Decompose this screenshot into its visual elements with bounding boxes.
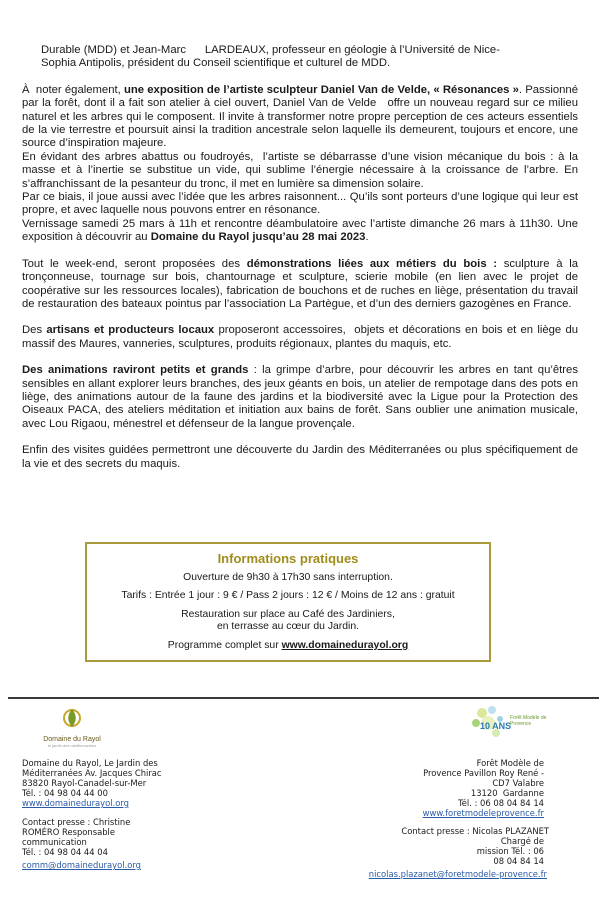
info-box [85, 542, 491, 662]
press-phone: Tél. : 04 98 04 44 04 [22, 847, 108, 857]
info-title: Informations pratiques [217, 551, 359, 566]
address-line: Forêt Modèle de [476, 758, 544, 768]
logo-tagline: le jardin des méditerranées [47, 743, 97, 748]
paragraph-demonstrations [22, 258, 578, 312]
press-contact: communication [22, 837, 87, 847]
phone: Tél. : 04 98 04 44 00 [22, 788, 108, 798]
text: proposeront accessoires, objets et décorations en bois et en liège du massif des Maures, vanneries, sculptures, produits régionaux, plantes du maquis, etc. [22, 324, 579, 350]
text: Programme complet sur [167, 639, 282, 651]
text: Tout le week-end, seront proposées des [22, 257, 247, 270]
leaf-icon [59, 705, 85, 731]
text: À noter également, [22, 83, 124, 96]
text-bold: Domaine du Rayol jusqu’au 28 mai 2023 [150, 231, 366, 244]
press-phone: 08 04 84 14 [493, 856, 544, 866]
address-line: CD7 Valabre [492, 778, 544, 788]
press-contact: Contact presse : Christine [22, 817, 131, 827]
logo-text: Forêt Modèle de Provence [510, 715, 547, 727]
press-contact: Chargé de [500, 836, 544, 846]
domaine-du-rayol-logo [24, 705, 120, 748]
text: Restauration sur place au Café des Jardiniers, [181, 608, 395, 620]
paragraph-artist-logic: Par ce biais, il joue aussi avec l’idée que les arbres raisonnent... Qu’ils sont porteurs d’une logique qui leur est propre, et avec laquelle nous pouvons entrer en résonance. [22, 191, 578, 217]
paragraph-speakers [22, 44, 578, 71]
document-body [22, 0, 578, 5]
text: . [365, 231, 369, 244]
foret-modele-logo [470, 705, 550, 745]
press-phone: mission Tél. : 06 [476, 846, 544, 856]
footer-divider [8, 697, 599, 699]
paragraph-artist-vision: En évidant des arbres abattus ou foudroyés, l’artiste se débarrasse d’une vision mécanique du bois : à la masse et à l’inertie se substitue un vide, qui sublime l’énergie nécessaire à la croissance de l’arbre. En s’affranchissant de la pesanteur du tronc, il met en lumière sa dimension solaire. [22, 150, 578, 190]
text-bold: une exposition de l’artiste sculpteur Daniel Van de Velde, « Résonances » [123, 83, 519, 96]
text: : la grimpe d’arbre, pour découvrir les arbres en tant qu’êtres sensibles en allant explorer leurs branches, des jeux géants en bois, un atelier de rempotage dans des pots en liège, des animations autour de la faune des jardins et la biodiversité avec la Ligue pour la Protection des Oiseaux PACA, des ateliers méditation et initiation aux bains de forêt. Sans oublier une animation musicale, avec Lou Rigaou, ménestrel et défenseur de la langue provençale. [22, 364, 578, 430]
press-contact: Contact presse : Nicolas PLAZANET [401, 826, 549, 836]
paragraph-artisans [22, 324, 578, 351]
text-bold: Des animations raviront petits et grands [22, 364, 249, 377]
press-email-link[interactable]: comm@domainedurayol.org [22, 860, 141, 870]
text-bold: démonstrations liées aux métiers du bois : [246, 257, 498, 270]
website-link[interactable]: www.foretmodeleprovence.fr [422, 808, 544, 818]
info-prices: Tarifs : Entrée 1 jour : 9 € / Pass 2 jours : 12 € / Moins de 12 ans : gratuit [121, 590, 455, 602]
text: Vernissage samedi 25 mars à 11h et rencontre déambulatoire avec l’artiste dimanche 26 mars à 11h30. Une exposition à découvrir au [22, 217, 578, 244]
info-food [87, 609, 489, 634]
text: Des [22, 324, 47, 337]
info-program [87, 640, 489, 653]
document-text [22, 44, 578, 471]
text: en terrasse au cœur du Jardin. [216, 621, 360, 633]
address-line: Provence Pavillon Roy René - [423, 768, 544, 778]
logo-name: Domaine du Rayol [43, 736, 101, 743]
paragraph-intro [22, 0, 578, 5]
address-line: 83820 Rayol-Canadel-sur-Mer [22, 778, 147, 788]
text: Durable (MDD) et Jean-Marc LARDEAUX, professeur en géologie à l’Université de Nice- [41, 44, 500, 56]
press-email-link[interactable]: nicolas.plazanet@foretmodele-provence.fr [368, 869, 547, 879]
text: sculpture à la tronçonneuse, tournage sur bois, chantournage et sculpture, scierie mobile (en lien avec le projet de coopérative sur les ressources locales), fabrication de bouchons et de ruches en liège, présentation du travail de restauration des bateaux pointus par l’association La Partègue, et d’un des derniers gazogènes en France. [22, 257, 578, 310]
paragraph-exhibition [22, 84, 578, 151]
paragraph-animations [22, 364, 578, 431]
contact-foret-modele [344, 758, 549, 879]
contact-domaine [22, 758, 202, 870]
press-contact: ROMÉRO Responsable [22, 827, 115, 837]
address-line: Méditerranées Av. Jacques Chirac [22, 768, 162, 778]
website-link[interactable]: www.domainedurayol.org [22, 798, 129, 808]
info-hours: Ouverture de 9h30 à 17h30 sans interruption. [183, 571, 393, 583]
logo-badge: 10 ANS [480, 721, 512, 731]
text-bold: artisans et producteurs locaux [46, 324, 215, 337]
address-line: 13120 Gardanne [470, 788, 544, 798]
paragraph-guided-tours: Enfin des visites guidées permettront une découverte du Jardin des Méditerranées ou plus spécifiquement de la vie et des secrets du maquis. [22, 444, 578, 470]
phone: Tél. : 06 08 04 84 14 [458, 798, 544, 808]
text: . Passionné par la forêt, dont il a fait son atelier à ciel ouvert, Daniel Van de Velde offre un nouveau regard sur ce milieu naturel et les arbres qui le composent. Il invite à transformer notre propre perception de ces acteurs essentiels de la vie terrestre et poursuit ainsi la tradition ancestrale selon laquelle ils demeurent, toujours et encore, une source d’inspiration majeure. [22, 83, 578, 150]
program-link[interactable]: www.domainedurayol.org [281, 639, 409, 651]
paragraph-vernissage [22, 218, 578, 245]
address-line: Domaine du Rayol, Le Jardin des [22, 758, 158, 768]
text: Sophia Antipolis, président du Conseil scientifique et culturel de MDD. [41, 57, 391, 70]
